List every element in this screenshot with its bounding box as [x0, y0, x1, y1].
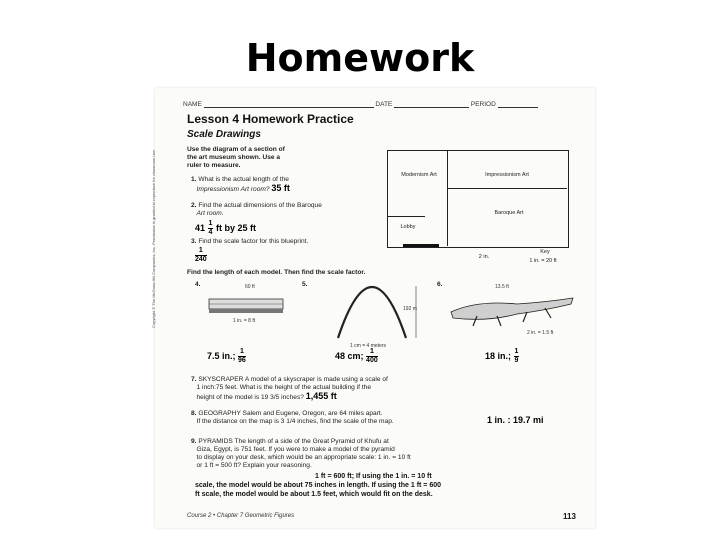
question-4-number: 4.: [195, 281, 201, 288]
room-impressionism: Impressionism Art: [485, 172, 529, 178]
q5-dim-bottom: 1 cm = 4 meters: [350, 343, 386, 349]
question-1: 1. What is the actual length of the Impressionism Art room? 35 ft: [191, 176, 290, 193]
room-modernism: Modernism Art: [401, 172, 437, 178]
models-heading: Find the length of each model. Then find the scale factor.: [187, 269, 366, 276]
copyright-note: Copyright © The McGraw-Hill Companies, Inc. Permission is granted to reproduce for classroom use.: [151, 149, 156, 328]
key-ruler-length: 2 in.: [478, 254, 490, 260]
key-scale: 1 in. = 20 ft: [529, 258, 557, 264]
question-6-number: 6.: [437, 281, 443, 288]
key-label: Key: [540, 249, 550, 255]
room-baroque: Baroque Art: [494, 210, 524, 216]
train-drawing: [207, 294, 285, 316]
answer-9: 1 ft = 600 ft; If using the 1 in. = 10 ft scale, the model would be about 75 inches in length. If using the 1 ft = 600 ft scale, the model would be about 1.5 feet, which would fit on the desk.: [195, 473, 442, 498]
room-lobby: Lobby: [400, 224, 416, 230]
q5-dim-side: 192 m: [403, 306, 417, 312]
question-8: 8. GEOGRAPHY Salem and Eugene, Oregon, are 64 miles apart. If the distance on the map is 3 1/4 inches, find the scale of the map.: [191, 410, 394, 425]
name-label: NAME: [183, 101, 202, 108]
q4-dim-bottom: 1 in. = 8 ft: [233, 318, 256, 324]
q4-dim-top: 60 ft: [245, 284, 255, 290]
answer-8: 1 in. : 19.7 mi: [487, 415, 544, 425]
worksheet-footer: Course 2 • Chapter 7 Geometric Figures: [187, 513, 295, 519]
question-2: 2. Find the actual dimensions of the Baroque Art room.: [191, 202, 322, 217]
answer-7: 1,455 ft: [305, 391, 337, 401]
answer-4: 7.5 in.; $\frac{1}{96}$: [207, 348, 246, 364]
question-7: 7. SKYSCRAPER A model of a skyscraper is made using a scale of 1 inch:75 feet. What is the height of the actual building if the height of the model is 19 3/5 inches? 1,455 ft: [191, 376, 388, 401]
worksheet-header: [183, 100, 538, 108]
answer-2: 41 $\frac{1}{4}$ ft by 25 ft: [195, 220, 256, 236]
answer-5: 48 cm; $\frac{1}{400}$: [335, 348, 378, 364]
answer-3: $\frac{1}{240}$: [195, 247, 207, 263]
answer-1: 35 ft: [271, 183, 290, 193]
period-label: PERIOD: [470, 101, 496, 108]
answer-6: 18 in.; $\frac{1}{9}$: [485, 348, 519, 364]
question-9: 9. PYRAMIDS The length of a side of the Great Pyramid of Khufu at Giza, Egypt, is 751 feet. If you were to make a model of the pyramid to display on your desk, which would be an appropriate scale: 1 in. = 10 ft or 1 ft = 500 ft? Explain your reasoning.: [191, 438, 411, 469]
alligator-drawing: [447, 292, 577, 328]
page-number: 113: [563, 512, 576, 521]
date-label: DATE: [375, 101, 393, 108]
lesson-title: Lesson 4 Homework Practice: [187, 112, 354, 126]
question-5-number: 5.: [302, 281, 308, 288]
q6-dim-top: 13.5 ft: [495, 284, 509, 290]
q6-dim-bottom: 2 in. = 1.5 ft: [527, 330, 554, 336]
question-3: 3. Find the scale factor for this blueprint.: [191, 238, 309, 245]
slide-title: Homework: [245, 36, 475, 80]
lesson-subtitle: Scale Drawings: [187, 129, 261, 140]
museum-floorplan: [387, 150, 569, 268]
instructions: Use the diagram of a section of the art museum shown. Use a ruler to measure.: [187, 146, 285, 169]
worksheet-scan: [151, 88, 595, 528]
